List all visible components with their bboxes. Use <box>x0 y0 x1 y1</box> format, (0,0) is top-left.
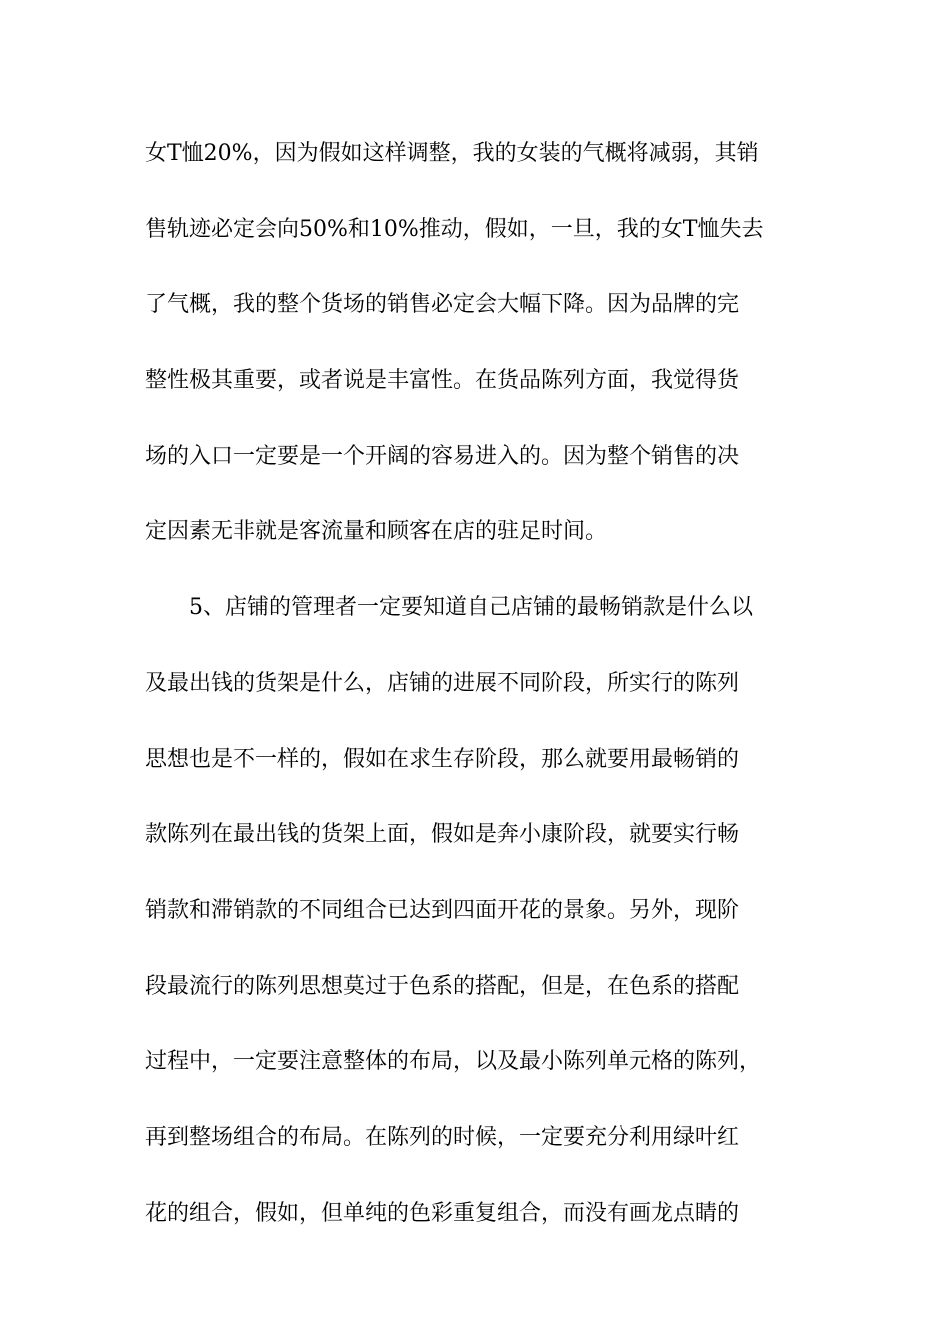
paragraph-5-line-1: 5、店铺的管理者一定要知道自己店铺的最畅销款是什么以 <box>189 595 753 621</box>
text-line-11: 销款和滞销款的不同组合已达到四面开花的景象。另外，现阶 <box>145 897 740 923</box>
text-line-3: 了气概，我的整个货场的销售必定会大幅下降。因为品牌的完 <box>145 292 740 318</box>
text-line-10: 款陈列在最出钱的货架上面，假如是奔小康阶段，就要实行畅 <box>145 822 740 848</box>
text-line-9: 思想也是不一样的，假如在求生存阶段，那么就要用最畅销的 <box>145 746 740 772</box>
text-line-4: 整性极其重要，或者说是丰富性。在货品陈列方面，我觉得货 <box>145 368 740 394</box>
text-line-14: 再到整场组合的布局。在陈列的时候，一定要充分利用绿叶红 <box>145 1124 740 1150</box>
body-text <box>145 132 810 1267</box>
text-line-12: 段最流行的陈列思想莫过于色系的搭配，但是，在色系的搭配 <box>145 973 740 999</box>
text-line-15: 花的组合，假如，但单纯的色彩重复组合，而没有画龙点睛的 <box>145 1200 740 1226</box>
text-line-6: 定因素无非就是客流量和顾客在店的驻足时间。 <box>145 519 608 545</box>
text-line-13: 过程中，一定要注意整体的布局，以及最小陈列单元格的陈列， <box>145 1049 762 1075</box>
text-line-2: 售轨迹必定会向50%和10%推动，假如，一旦，我的女T恤失去 <box>145 216 764 242</box>
text-line-8: 及最出钱的货架是什么，店铺的进展不同阶段，所实行的陈列 <box>145 670 740 696</box>
text-line-5: 场的入口一定要是一个开阔的容易进入的。因为整个销售的决 <box>145 443 740 469</box>
text-line-1: 女T恤20%，因为假如这样调整，我的女装的气概将减弱，其销 <box>145 141 759 166</box>
